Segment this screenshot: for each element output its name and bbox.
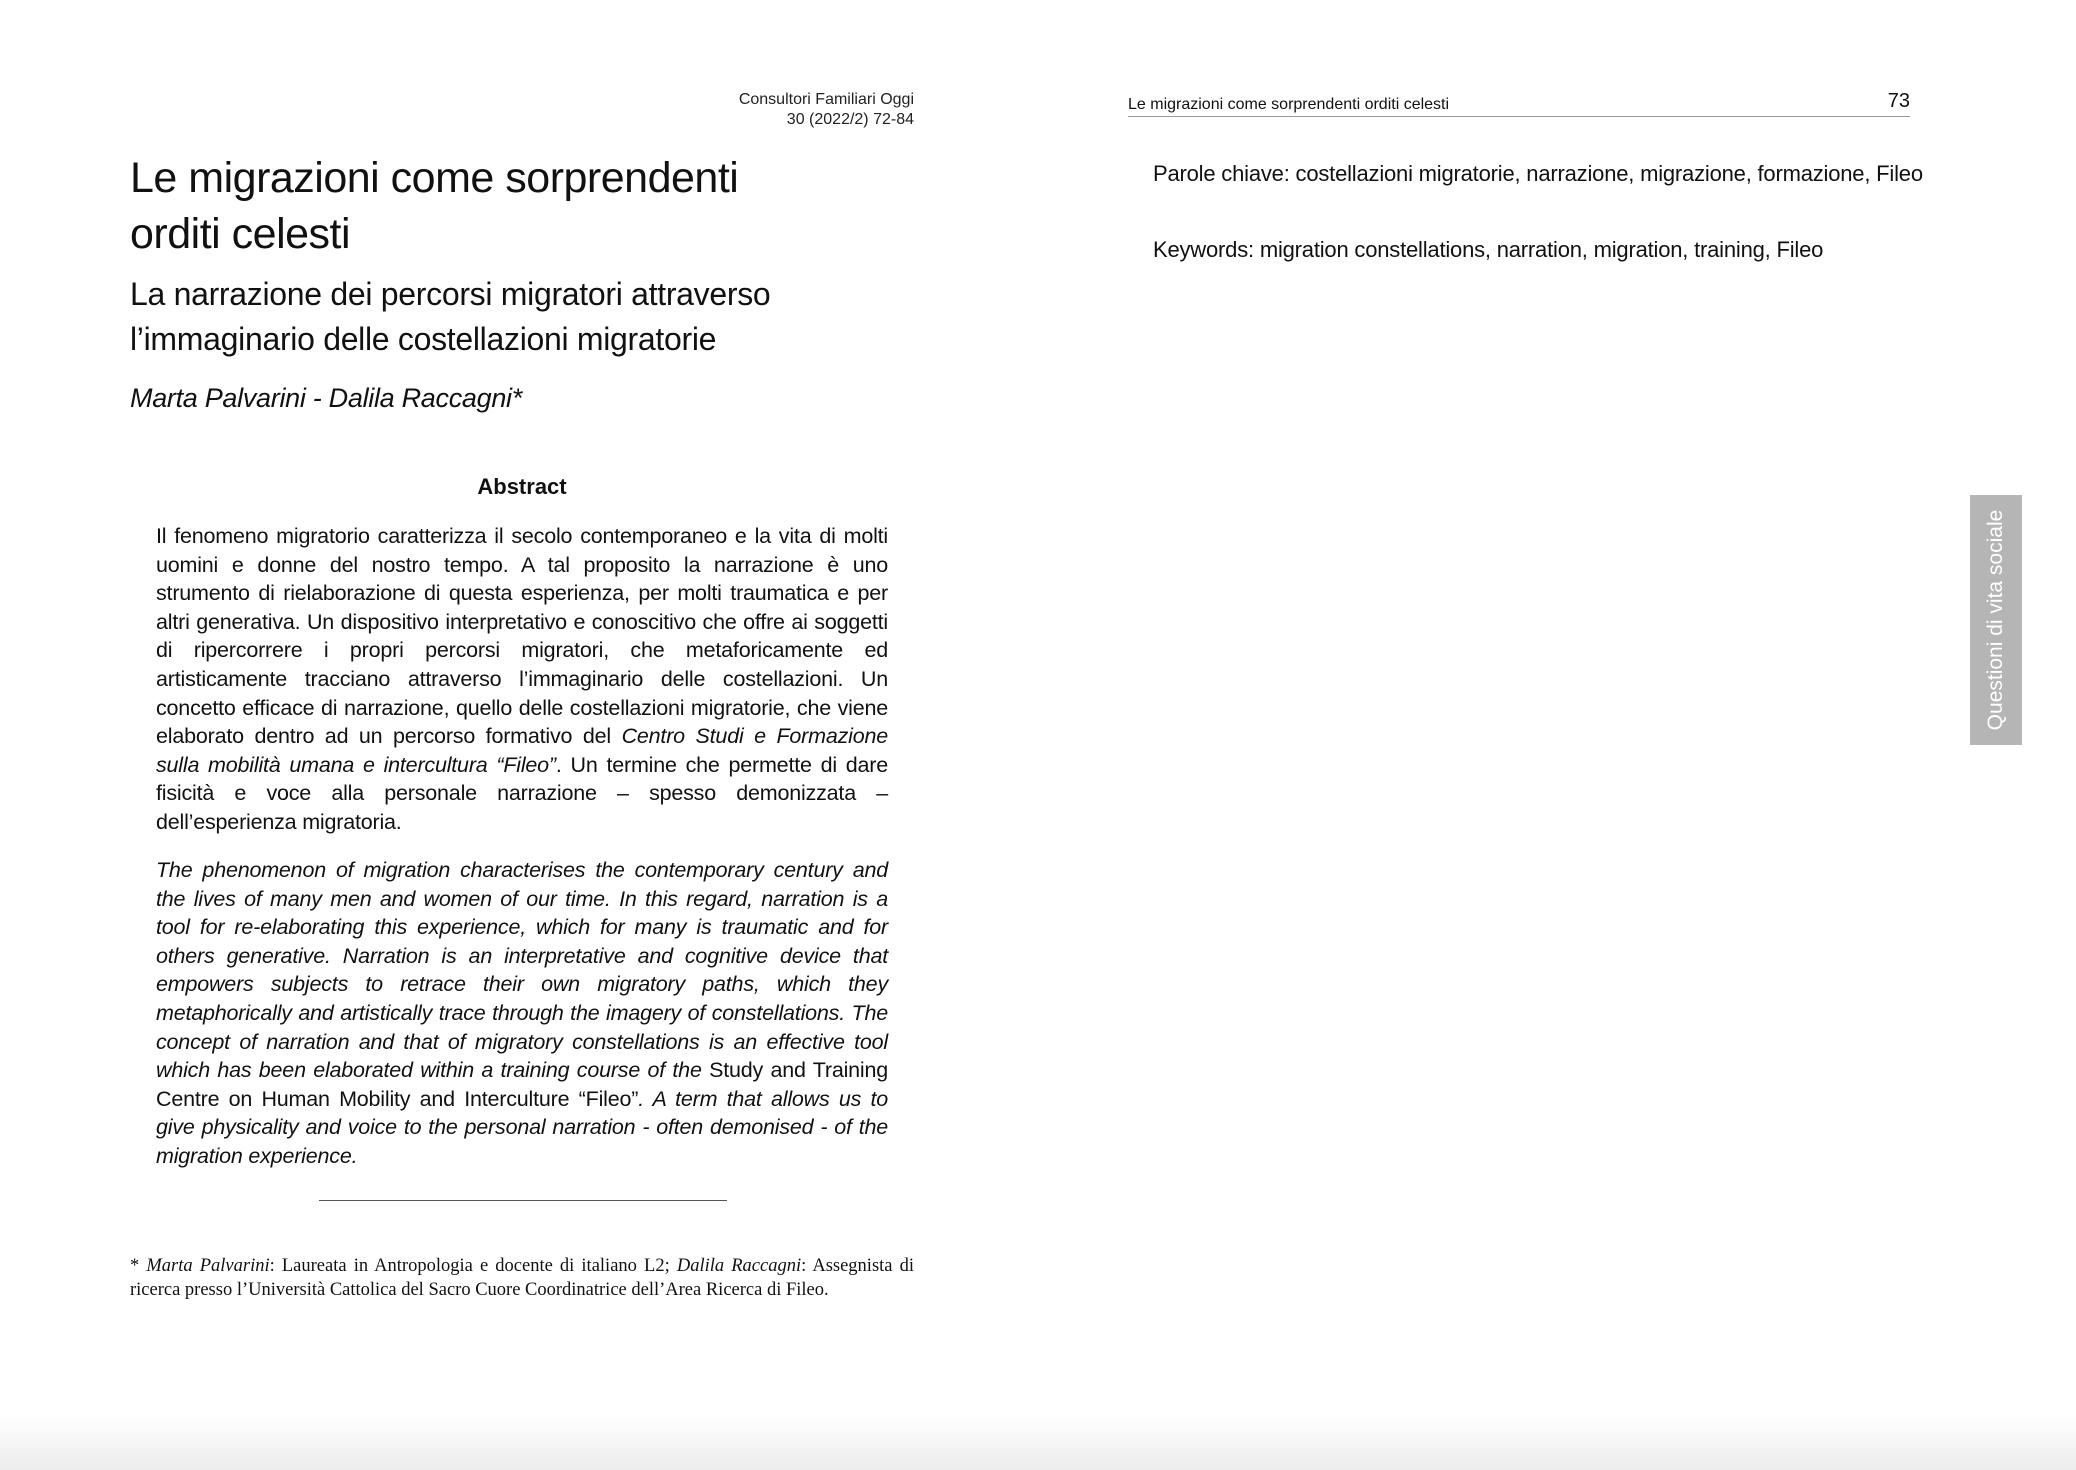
article-subtitle [130,272,890,362]
keywords-italian: Parole chiave: costellazioni migratorie, narrazione, migrazione, formazione, Fileo [1153,161,1923,186]
abstract-italian-text-1: Il fenomeno migratorio caratterizza il secolo contemporaneo e la vita di molti uomini e donne del nostro tempo. A tal proposito la narrazione è uno strumento di rielaborazione di questa esperienza, per molti traumatica e per altri generativa. Un dispositivo interpretativo e conoscitivo che offre ai soggetti di ripercorrere i propri percorsi migratori, che metaforicamente ed artisticamente tracciano attraverso l’immaginario delle costellazioni. Un concetto efficace di narrazione, quello delle costellazioni migratorie, che viene elaborato dentro ad un percorso formativo del [156,524,888,749]
abstract-english-text-1: The phenomenon of migration characterises the contemporary century and the lives of many men and women of our time. In this regard, narration is a tool for re-elaborating this experience, which for many is traumatic and for others generative. Narration is an interpretative and cognitive device that empowers subjects to retrace their own migratory paths, which they metaphorically and artistically trace through the imagery of constellations. The concept of narration and that of migratory constellations is an effective tool which has been elaborated within a training course of the [156,858,888,1083]
article-title [130,150,890,262]
left-page [0,0,1030,1470]
author-footnote [130,1254,914,1302]
abstract-english [156,856,888,1171]
journal-issue: 30 (2022/2) 72-84 [786,111,914,128]
page-number: 73 [1887,90,1910,112]
abstract-italian-text-2: . Un termine che permette di dare fisicità e voce alla personale narrazione – spesso demonizzata – dell’esperienza migratoria. [156,752,888,834]
right-page [1030,0,2076,1470]
article-title-line-2: orditi celesti [130,210,351,258]
journal-name: Consultori Familiari Oggi [738,91,914,108]
article-subtitle-line-2: l’immaginario delle costellazioni migratorie [130,321,717,357]
footnote-author-2: Dalila Raccagni [676,1256,802,1276]
bottom-shadow [0,1416,2076,1470]
article-title-line-1: Le migrazioni come sorprendenti [130,154,739,202]
footnote-separator [319,1200,727,1201]
footnote-text-1: : Laureata in Antropologia e docente di italiano L2; [269,1256,677,1276]
section-tab-label: Questioni di vita sociale [1984,509,2007,731]
journal-reference [739,90,914,130]
footnote-marker: * [130,1256,147,1276]
abstract-heading: Abstract [477,474,567,499]
abstract-english-centre-name: Study and Training Centre on Human Mobility and Interculture “Fileo” [156,1058,888,1111]
running-head-title: Le migrazioni come sorprendenti orditi celesti [1128,96,1450,113]
authors: Marta Palvarini - Dalila Raccagni* [130,383,522,413]
running-head [1128,90,1910,117]
abstract-italian-centre-name: Centro Studi e Formazione sulla mobilità umana e intercultura “Fileo” [156,724,888,777]
keywords-english: Keywords: migration constellations, narration, migration, training, Fileo [1153,237,1824,262]
article-subtitle-line-1: La narrazione dei percorsi migratori attraverso [130,276,771,312]
section-tab [1970,495,2022,745]
footnote-text-2: : Assegnista di ricerca presso l’Università Cattolica del Sacro Cuore Coordinatrice dell’Area Ricerca di Fileo. [130,1256,914,1300]
abstract-italian [156,522,888,837]
footnote-author-1: Marta Palvarini [146,1256,270,1276]
abstract-english-text-2: . A term that allows us to give physicality and voice to the personal narration - often demonised - of the migration experience. [156,1086,888,1168]
